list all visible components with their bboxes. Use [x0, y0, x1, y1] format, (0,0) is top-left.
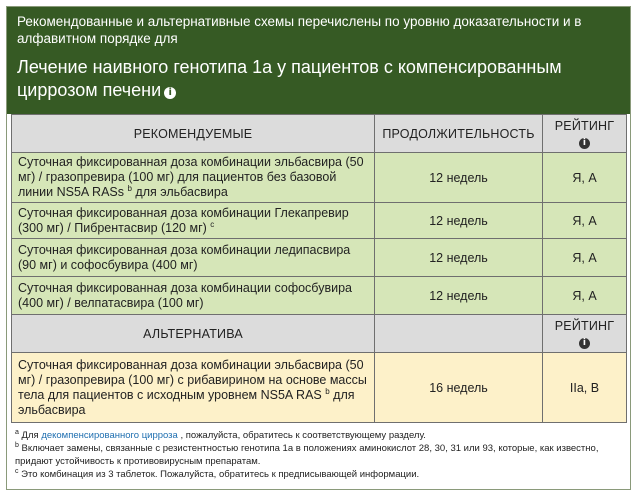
rating-cell: Я, А: [543, 203, 627, 239]
regimen-text-tail: для эльбасвира: [131, 185, 228, 199]
panel-header: [7, 7, 630, 114]
regimen-text: Суточная фиксированная доза комбинации Глекапревир (300 мг) / Пибрентасвир (120 мг): [18, 205, 349, 235]
duration-cell: 12 недель: [375, 203, 543, 239]
header-title-text: Лечение наивного генотипа 1а у пациентов с компенсированным циррозом печени: [17, 57, 562, 100]
duration-col-header: ПРОДОЛЖИТЕЛЬНОСТЬ: [375, 115, 543, 153]
regimen-text: Суточная фиксированная доза комбинации эльбасвира (50 мг) / гразопревира (100 мг) с рибавирином на основе массы тела для пациентов с исходным уровнем NS5A RAS: [18, 357, 367, 402]
table-row: [12, 153, 627, 203]
regimen-cell: Суточная фиксированная доза комбинации ледипасвира (90 мг) и софосбувира (400 мг): [12, 239, 375, 277]
header-intro: Рекомендованные и альтернативные схемы перечислены по уровню доказательности и в алфавитном порядке для: [17, 14, 582, 46]
footnote-ref: b: [325, 386, 330, 396]
regimen-text: Суточная фиксированная доза комбинации эльбасвира (50 мг) / гразопревира (100 мг) для пациентов без базовой линии NS5A RASs: [18, 155, 364, 199]
footnote-text: Для: [18, 430, 42, 441]
footnote-ref: b: [127, 184, 132, 193]
rating-col-label: РЕЙТИНГ: [554, 119, 615, 133]
footnote-b: [15, 442, 624, 468]
table-row: [12, 353, 627, 423]
alternative-col-header: АЛЬТЕРНАТИВА: [12, 315, 375, 353]
table-row: [12, 239, 627, 277]
footnote-c: [15, 468, 624, 481]
duration-cell: 12 недель: [375, 153, 543, 203]
alternative-header-row: [12, 315, 627, 353]
recommended-header-row: [12, 115, 627, 153]
rating-cell: Я, А: [543, 277, 627, 315]
rating-info-icon[interactable]: i: [579, 138, 590, 149]
rating-info-icon[interactable]: i: [579, 338, 590, 349]
regimen-cell: Суточная фиксированная доза комбинации софосбувира (400 мг) / велпатасвира (100 мг): [12, 277, 375, 315]
rating-col-label: РЕЙТИНГ: [554, 319, 615, 333]
regimen-table: [11, 114, 627, 423]
footnote-text: , пожалуйста, обратитесь к соответствующему разделу.: [177, 430, 426, 441]
regimen-text-tail: для эльбасвира: [18, 387, 355, 417]
rating-cell: Я, А: [543, 153, 627, 203]
rating-cell: Я, А: [543, 239, 627, 277]
footnote-text: Включает замены, связанные с резистентностью генотипа 1а в положениях аминокислот 28, 30, 31 или 93, которые, как известно, придают устойчивость к противовирусным препаратам.: [15, 443, 599, 467]
footnote-mark: b: [15, 442, 19, 449]
table-row: [12, 203, 627, 239]
footnote-text: Это комбинация из 3 таблеток. Пожалуйста, обратитесь к предписывающей информации.: [18, 469, 420, 480]
regimen-cell: [12, 203, 375, 239]
alternative-rating-header: [543, 315, 627, 353]
footnote-mark: a: [15, 429, 19, 436]
header-title: [17, 56, 620, 102]
footnotes: [7, 423, 630, 481]
info-icon[interactable]: i: [164, 87, 176, 99]
duration-cell: 16 недель: [375, 353, 543, 423]
decompensated-cirrhosis-link[interactable]: декомпенсированного цирроза: [41, 430, 178, 441]
footnote-mark: c: [15, 468, 19, 475]
duration-cell: 12 недель: [375, 277, 543, 315]
recommended-col-header: РЕКОМЕНДУЕМЫЕ: [12, 115, 375, 153]
regimen-cell: [12, 153, 375, 203]
rating-col-header: [543, 115, 627, 153]
duration-cell: 12 недель: [375, 239, 543, 277]
alternative-duration-header: [375, 315, 543, 353]
guideline-panel: [6, 6, 631, 490]
footnote-ref: c: [210, 219, 215, 229]
table-row: [12, 277, 627, 315]
footnote-a: [15, 429, 624, 442]
regimen-cell: [12, 353, 375, 423]
rating-cell: IIa, B: [543, 353, 627, 423]
